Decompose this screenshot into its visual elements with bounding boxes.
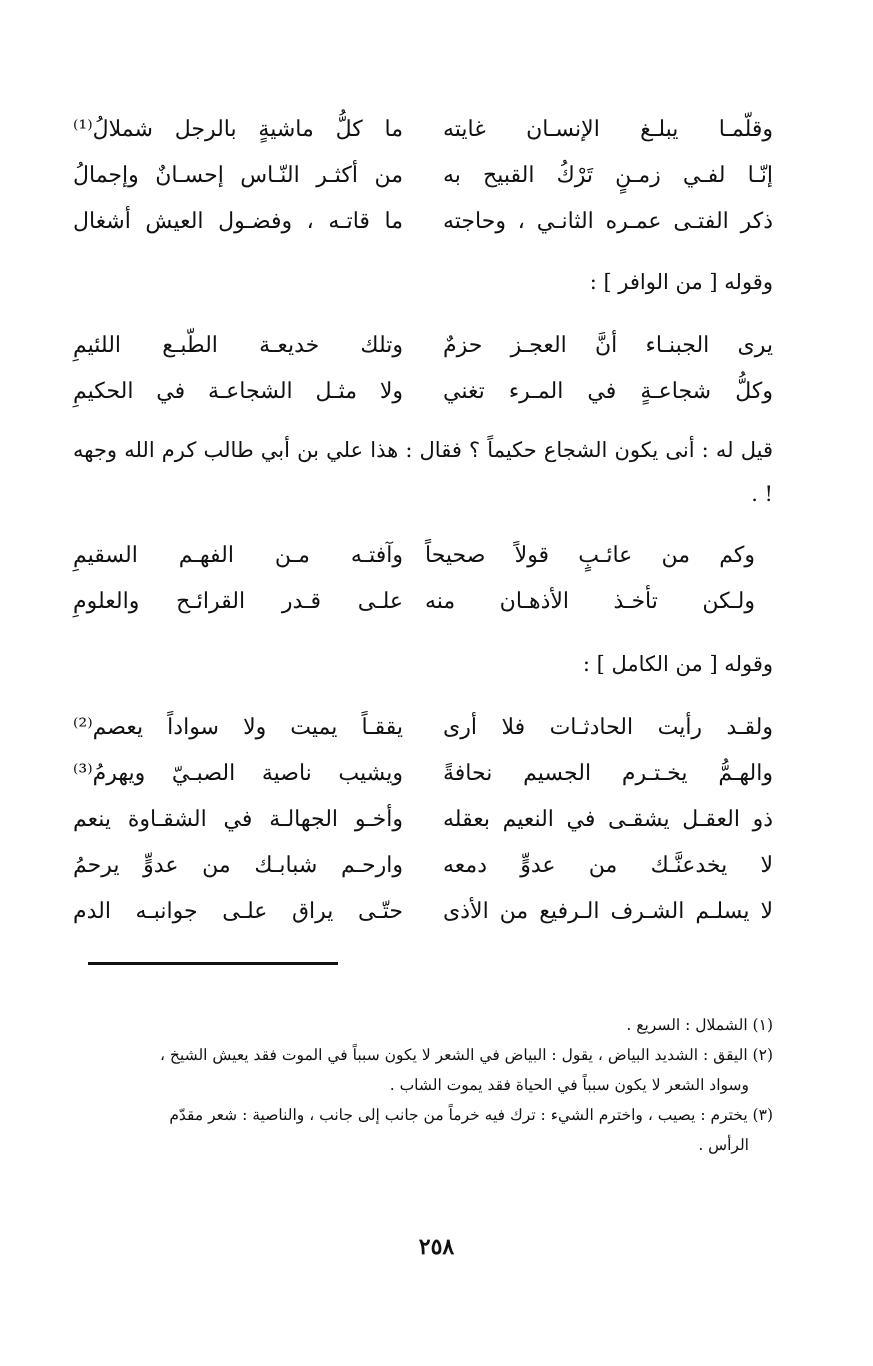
verse-line — [73, 796, 773, 842]
poem-block-3 — [73, 532, 773, 624]
verse-second-hemistich: وارحـم شبابـك من عدوٍّ يرحمُ — [73, 852, 403, 878]
meter-intro-kamil: وقوله [ من الكامل ] : — [582, 652, 773, 676]
verse-second-hemistich: وآفتـه مـن الفهـم السقيمِ — [73, 542, 403, 568]
verse-first-hemistich: لا يخدعنَّـك من عدوٍّ دمعه — [443, 852, 773, 878]
footnote-2 — [73, 1040, 773, 1100]
verse-line — [73, 368, 773, 414]
verse-first-hemistich: وكلُّ شجاعـةٍ في المـرء تغني — [443, 378, 773, 404]
verse-second-hemistich: ما قاتـه ، وفضـول العيش أشغال — [73, 208, 403, 234]
verse-first-hemistich: ذكر الفتـى عمـره الثانـي ، وحاجته — [443, 208, 773, 234]
verse-first-hemistich: وكم من عائـبٍ قولاً صحيحاً — [425, 542, 755, 568]
poem-block-1 — [73, 106, 773, 244]
verse-first-hemistich: والهـمُّ يخـتـرم الجسيم نحافةً — [443, 760, 773, 786]
page-number: ٢٥٨ — [418, 1234, 455, 1260]
verse-line — [73, 888, 773, 934]
verse-first-hemistich: إنّـا لفـي زمـنٍ تَرْكُ القبيح به — [443, 162, 773, 188]
footnote-text: (٣) يخترم : يصيب ، واخترم الشيء : ترك فيه خرماً من جانب إلى جانب ، والناصية : شعر مقدّم — [169, 1106, 773, 1124]
verse-line — [73, 750, 773, 796]
verse-first-hemistich: ولقـد رأيت الحادثـات فلا أرى — [443, 714, 773, 740]
footnote-3 — [73, 1100, 773, 1160]
verse-first-hemistich: يرى الجبنـاء أنَّ العجـز حزمٌ — [443, 332, 773, 358]
poem-block-2 — [73, 322, 773, 414]
verse-second-hemistich: وتلك خديعـة الطّبـع اللئيمِ — [73, 332, 403, 358]
verse-second-hemistich: علـى قـدر القرائـح والعلومِ — [73, 588, 403, 614]
footnote-continuation: الرأس . — [698, 1136, 749, 1154]
verse-second-hemistich: حتّـى يراق علـى جوانبـه الدم — [73, 898, 403, 924]
verse-line — [73, 578, 773, 624]
footnote-text: (٢) اليقق : الشديد البياض ، يقول : البياض في الشعر لا يكون سبباً في الموت فقد يعيش الشيخ ، — [160, 1046, 773, 1064]
verse-line — [73, 322, 773, 368]
prose-paragraph: قيل له : أنى يكون الشجاع حكيماً ؟ فقال : هذا علي بن أبي طالب كرم الله وجهه ! . — [73, 438, 773, 506]
verse-first-hemistich: ذو العقـل يشقـى في النعيم بعقله — [443, 806, 773, 832]
verse-first-hemistich: لا يسلـم الشـرف الـرفيع من الأذى — [443, 898, 773, 924]
verse-second-hemistich: يققـاً يميت ولا سواداً يعصم⁽²⁾ — [73, 714, 403, 740]
verse-second-hemistich: ويشيب ناصية الصبـيّ ويهرمُ⁽³⁾ — [73, 760, 403, 786]
footnote-separator — [88, 962, 338, 965]
poem-block-4 — [73, 704, 773, 934]
verse-first-hemistich: ولـكن تأخـذ الأذهـان منه — [425, 588, 755, 614]
verse-second-hemistich: من أكثـر النّـاس إحسـانٌ وإجمالُ — [73, 162, 403, 188]
verse-second-hemistich: وأخـو الجهالـة في الشقـاوة ينعم — [73, 806, 403, 832]
footnote-continuation: وسواد الشعر لا يكون سبباً في الحياة فقد يموت الشاب . — [389, 1076, 749, 1094]
verse-line — [73, 106, 773, 152]
verse-first-hemistich: وقلّمـا يبلـغ الإنسـان غايته — [443, 116, 773, 142]
verse-line — [73, 152, 773, 198]
verse-line — [73, 532, 773, 578]
footnotes — [73, 1010, 773, 1160]
footnote-1 — [73, 1010, 773, 1040]
meter-intro-wafir: وقوله [ من الوافر ] : — [589, 270, 773, 294]
verse-line — [73, 842, 773, 888]
verse-second-hemistich: ما كلُّ ماشيةٍ بالرجل شملالُ⁽¹⁾ — [73, 116, 403, 142]
verse-line — [73, 198, 773, 244]
footnote-text: (١) الشملال : السريع . — [626, 1016, 773, 1034]
verse-second-hemistich: ولا مثـل الشجاعـة في الحكيمِ — [73, 378, 403, 404]
verse-line — [73, 704, 773, 750]
